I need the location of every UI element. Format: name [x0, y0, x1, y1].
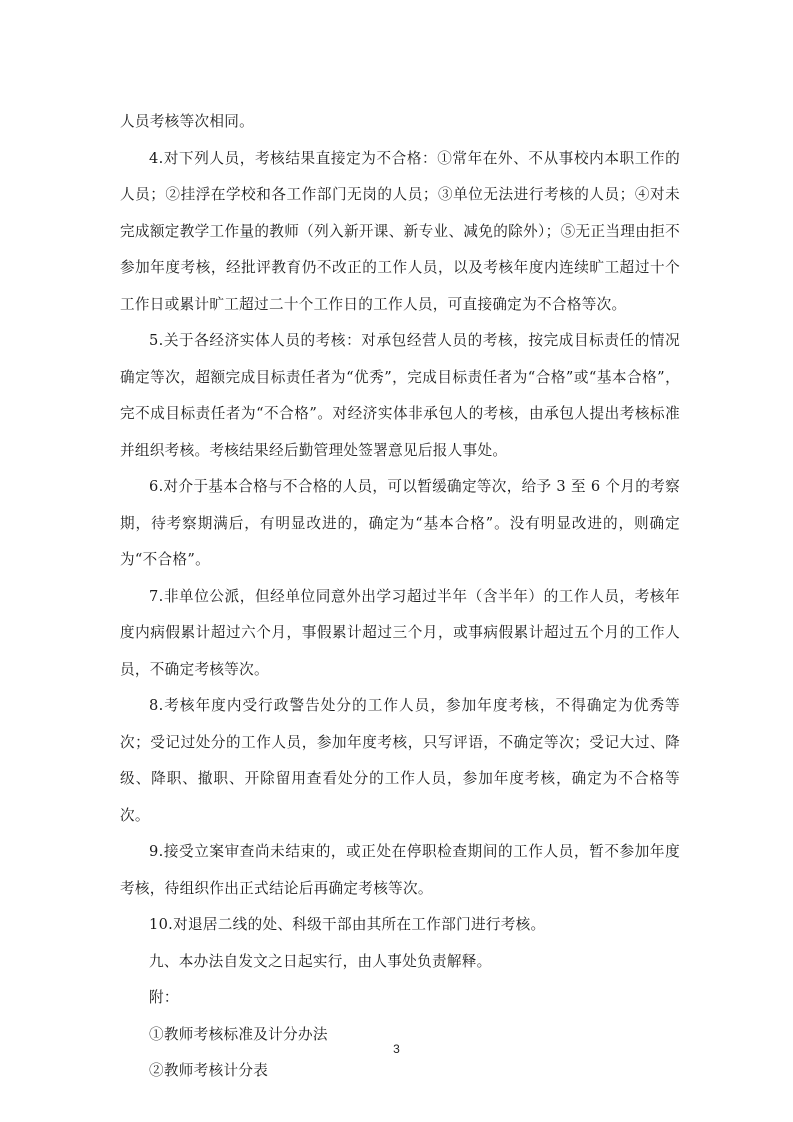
paragraph-item-9: 9.接受立案审查尚未结束的，或正处在停职检查期间的工作人员，暂不参加年度考核，待组织作出正式结论后再确定考核等次。	[120, 843, 680, 897]
paragraph-item-8: 8.考核年度内受行政警告处分的工作人员，参加年度考核，不得确定为优秀等次；受记过处分的工作人员，参加年度考核，只写评语，不确定等次；受记大过、降级、降职、撤职、开除留用查看处分的工作人员，参加年度考核，确定为不合格等次。	[120, 697, 680, 824]
paragraph-item-4: 4.对下列人员，考核结果直接定为不合格：①常年在外、不从事校内本职工作的人员；②挂浮在学校和各工作部门无岗的人员；③单位无法进行考核的人员；④对未完成额定教学工作量的教师（列入新开课、新专业、减免的除外）；⑤无正当理由拒不参加年度考核，经批评教育仍不改正的工作人员，以及考核年度内连续旷工超过十个工作日或累计旷工超过二十个工作日的工作人员，可直接确定为不合格等次。	[120, 149, 680, 313]
appendix-item-1: ①教师考核标准及计分办法	[149, 1025, 328, 1043]
paragraph-item-5: 5.关于各经济实体人员的考核：对承包经营人员的考核，按完成目标责任的情况确定等次，超额完成目标责任者为“优秀”，完成目标责任者为“合格”或“基本合格”，完不成目标责任者为“不合格”。对经济实体非承包人的考核，由承包人提出考核标准并组织考核。考核结果经后勤管理处签署意见后报人事处。	[120, 332, 680, 459]
paragraph-item-6: 6.对介于基本合格与不合格的人员，可以暂缓确定等次，给予 3 至 6 个月的考察期，待考察期满后，有明显改进的，确定为“基本合格”。没有明显改进的，则确定为“不合格”。	[120, 478, 680, 568]
paragraph-continuation: 人员考核等次相同。	[120, 113, 255, 130]
page-number: 3	[393, 1042, 400, 1056]
appendix-heading: 附：	[149, 989, 179, 1006]
paragraph-item-10: 10.对退居二线的处、科级干部由其所在工作部门进行考核。	[149, 916, 546, 933]
document-body	[120, 104, 680, 1090]
appendix-item-2: ②教师考核计分表	[149, 1062, 269, 1079]
paragraph-item-7: 7.非单位公派，但经单位同意外出学习超过半年（含半年）的工作人员，考核年度内病假累计超过六个月，事假累计超过三个月，或事病假累计超过五个月的工作人员，不确定考核等次。	[120, 587, 680, 678]
paragraph-section-9: 九、本办法自发文之日起实行，由人事处负责解释。	[149, 952, 492, 970]
